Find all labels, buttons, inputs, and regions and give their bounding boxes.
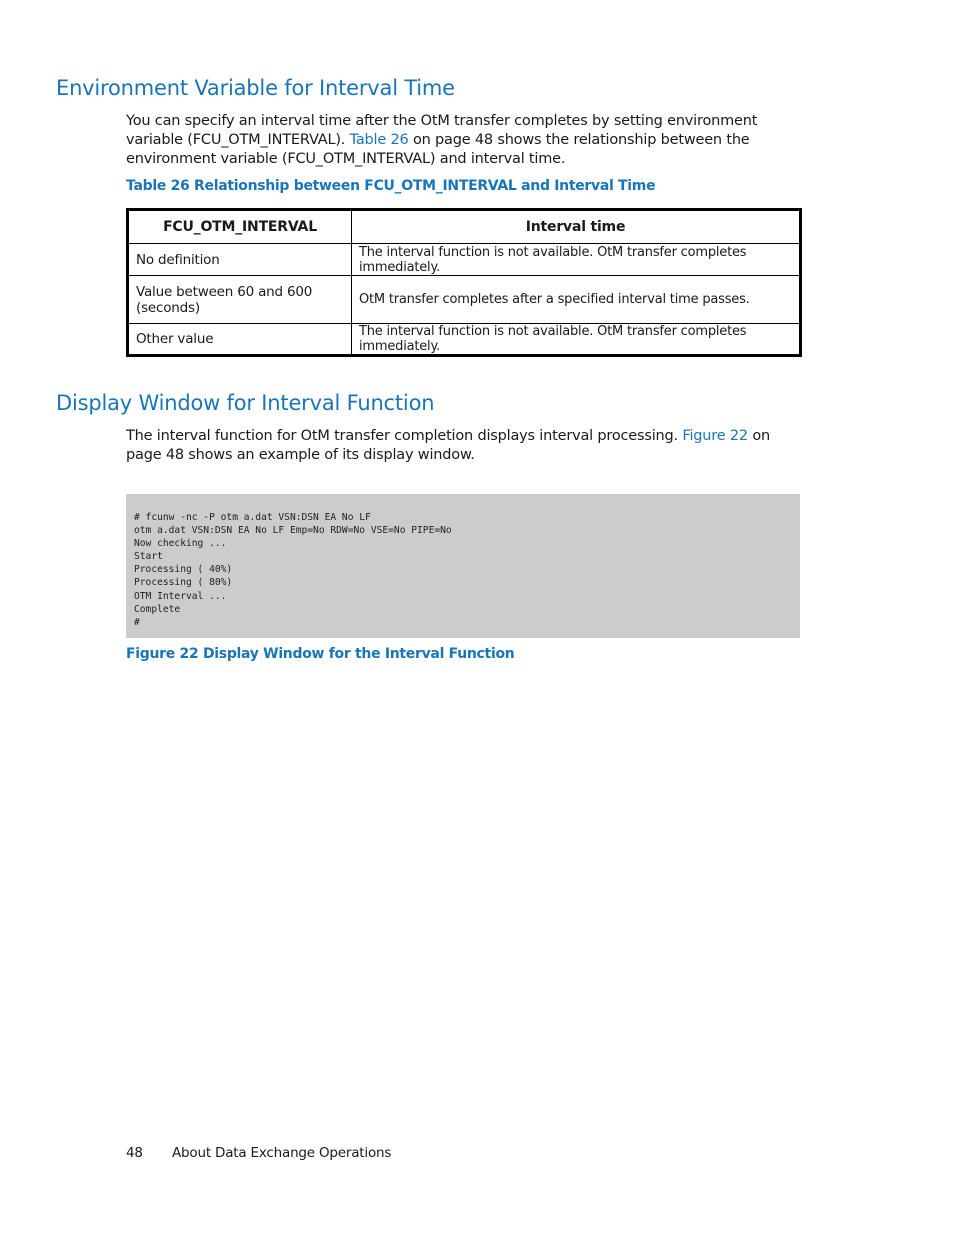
- interval-table: [126, 208, 802, 357]
- table-row: [128, 324, 801, 356]
- table-26-caption: Table 26 Relationship between FCU_OTM_INTERVAL and Interval Time: [126, 178, 656, 194]
- section1-text-b: on page 48 shows the relationship between the environment variable (FCU_OTM_INTERVAL) and interval time.: [126, 132, 750, 167]
- section-heading-display-window: Display Window for Interval Function: [56, 391, 435, 415]
- table-cell: OtM transfer completes after a specified interval time passes.: [352, 276, 801, 324]
- table-row: [128, 244, 801, 276]
- section-heading-environment-variable: Environment Variable for Interval Time: [56, 76, 455, 100]
- section2-text-b: on page 48 shows an example of its display window.: [126, 428, 770, 463]
- section1-text-a: You can specify an interval time after the OtM transfer completes by setting environment variable (FCU_OTM_INTERVAL).: [126, 113, 758, 148]
- table-cell: The interval function is not available. OtM transfer completes immediately.: [352, 244, 801, 276]
- figure-22-link[interactable]: Figure 22: [682, 428, 748, 444]
- table-cell: Other value: [128, 324, 352, 356]
- display-window-code-block: [126, 494, 800, 638]
- section2-paragraph: [126, 427, 802, 465]
- table-row: [128, 276, 801, 324]
- section2-text-a: The interval function for OtM transfer completion displays interval processing.: [126, 428, 683, 444]
- table-cell: Value between 60 and 600 (seconds): [128, 276, 352, 324]
- table-header-row: [128, 210, 801, 244]
- table-cell: The interval function is not available. OtM transfer completes immediately.: [352, 324, 801, 356]
- code-text: # fcunw -nc -P otm a.dat VSN:DSN EA No LF otm a.dat VSN:DSN EA No LF Emp=No RDW=No VSE=No PIPE=No Now checking ... Start Processing ( 40%) Processing ( 80%) OTM Interval ... Complete #: [134, 512, 452, 628]
- footer-page-number: 48: [126, 1145, 143, 1161]
- figure-22-caption: Figure 22 Display Window for the Interval Function: [126, 646, 515, 662]
- table-cell: No definition: [128, 244, 352, 276]
- table-26-link[interactable]: Table 26: [349, 132, 409, 148]
- header-fcu-otm-interval: FCU_OTM_INTERVAL: [128, 210, 352, 244]
- footer-chapter-title: About Data Exchange Operations: [172, 1145, 392, 1161]
- header-interval-time: Interval time: [352, 210, 801, 244]
- section1-paragraph: [126, 112, 802, 169]
